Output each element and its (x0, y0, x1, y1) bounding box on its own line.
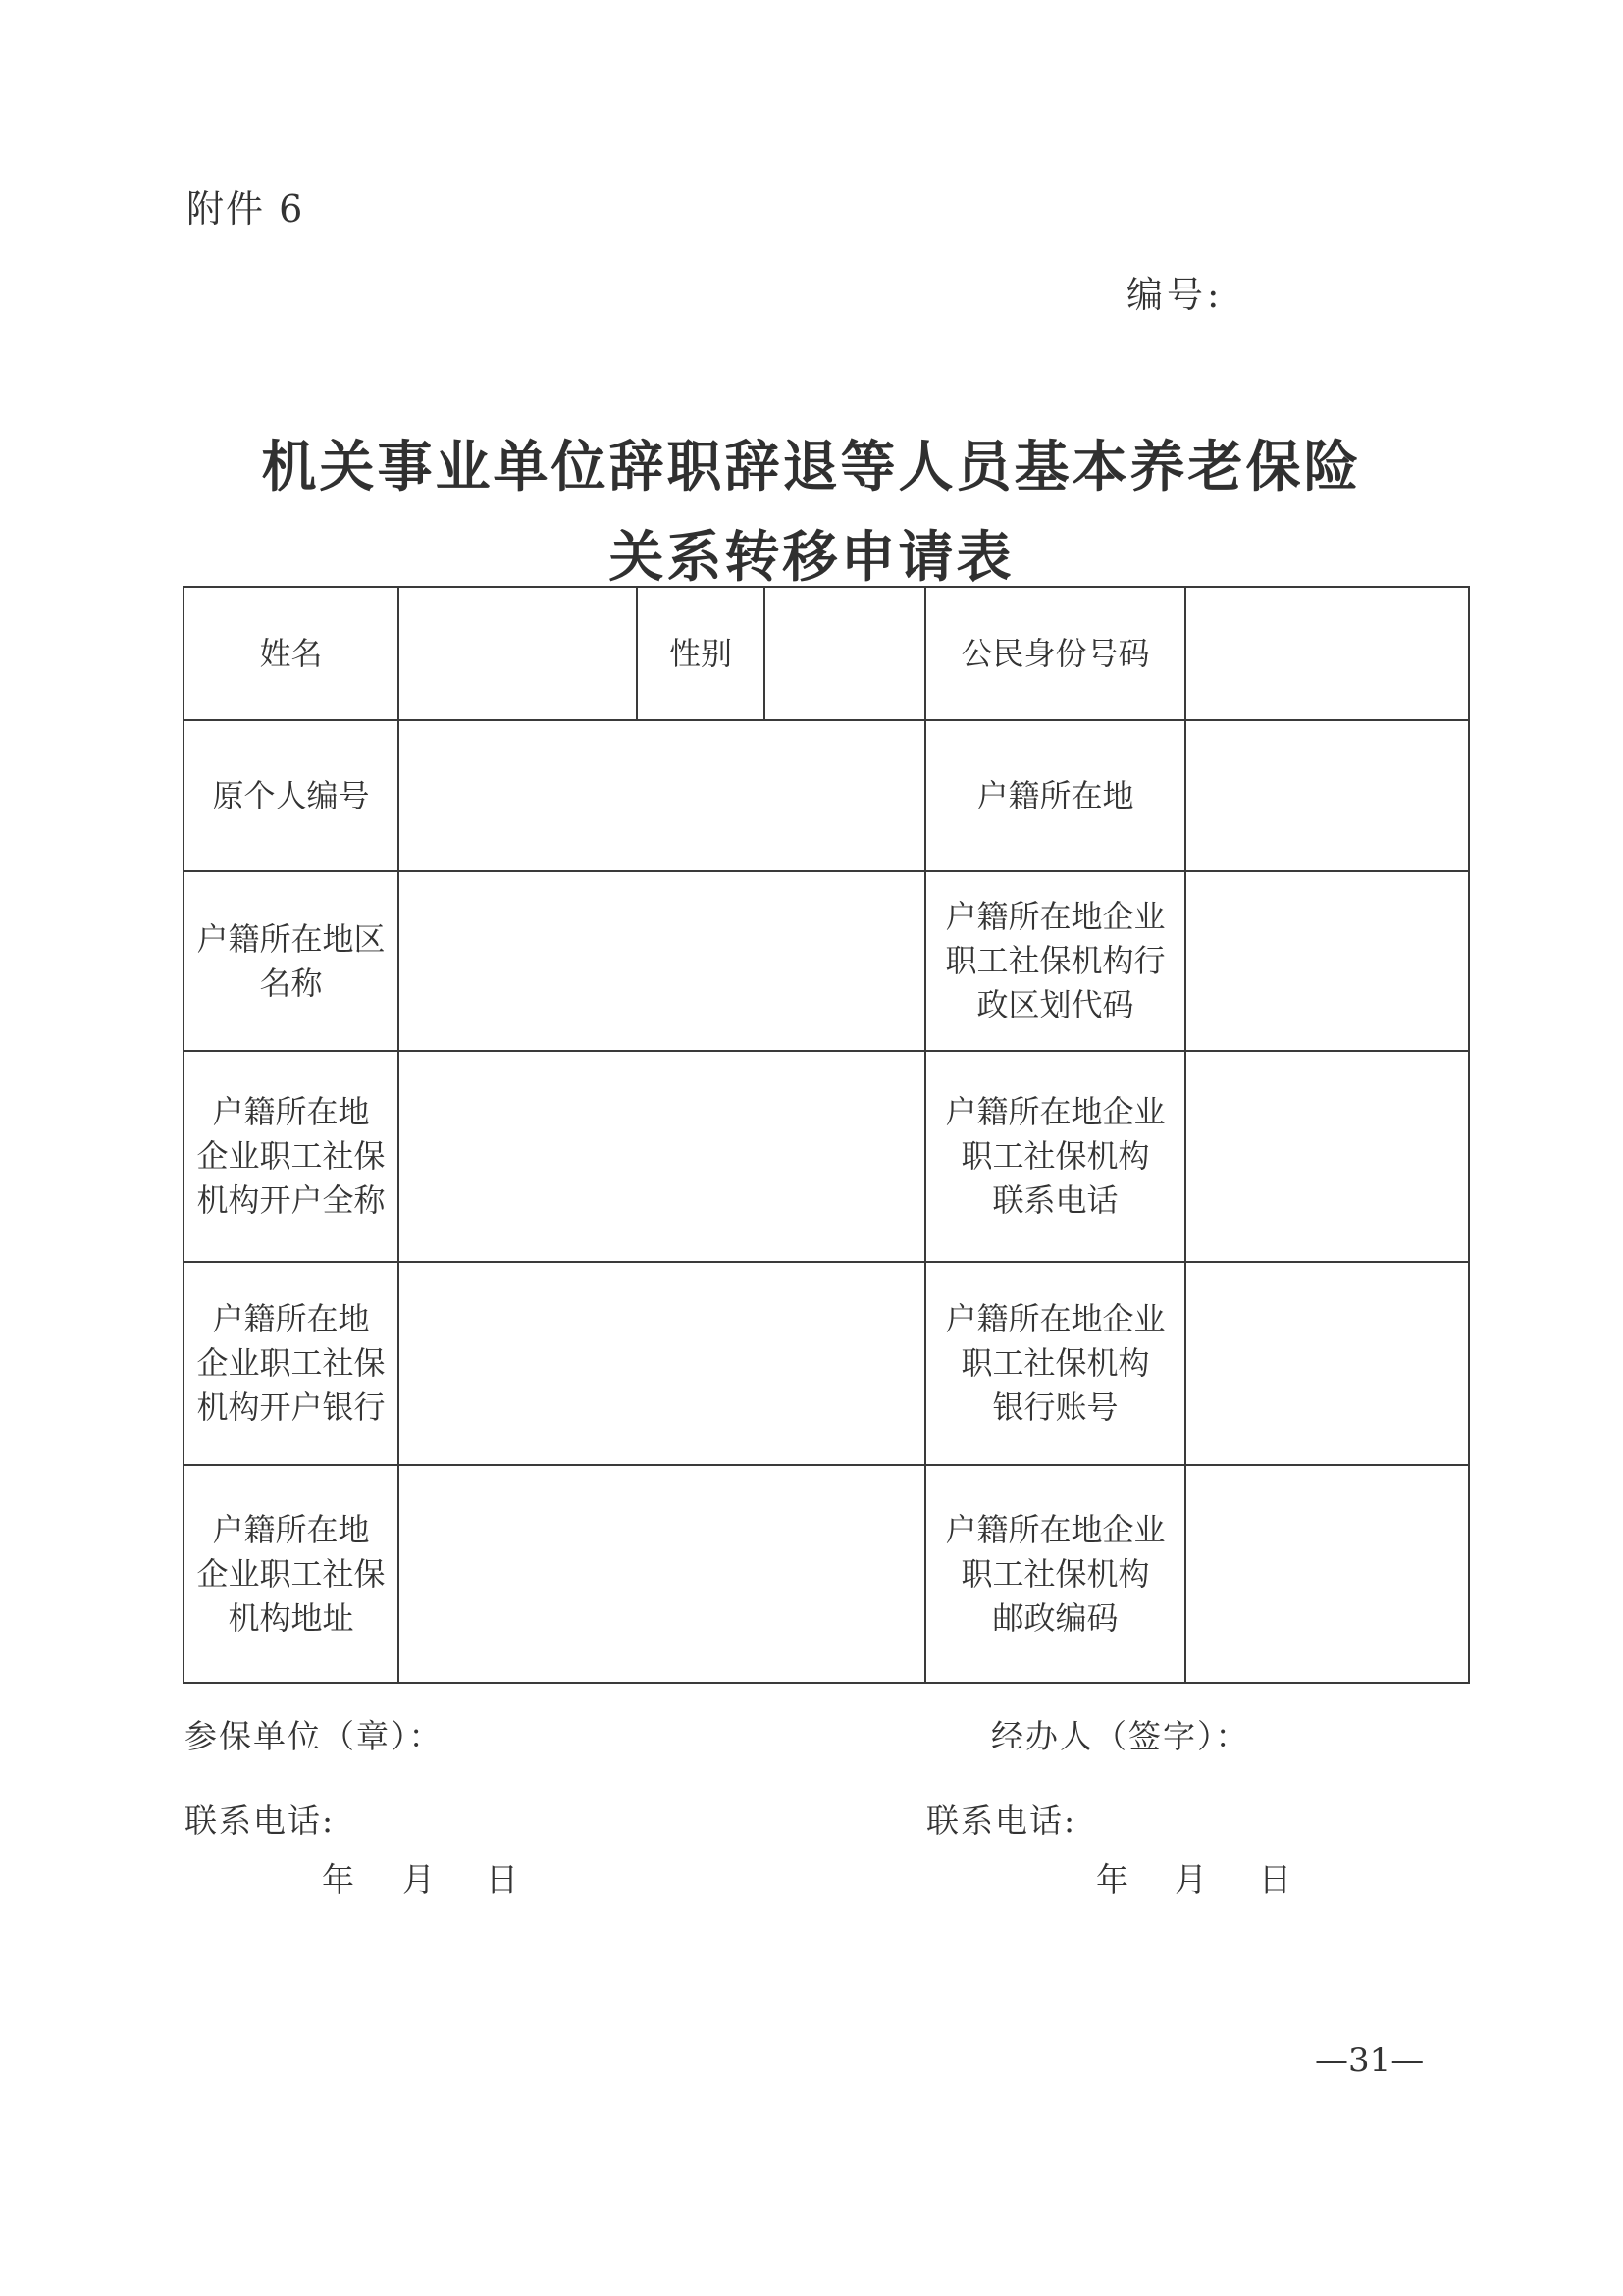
contact-phone-label-line-1: 户籍所在地企业 (945, 1093, 1166, 1130)
left-date-day: 日 (486, 1860, 518, 1899)
left-date-month: 月 (402, 1860, 435, 1899)
account-name-label-line-2: 企业职工社保 (196, 1137, 386, 1174)
bank-account-label-line-2: 职工社保机构 (961, 1344, 1150, 1382)
region-code-label-line-2: 职工社保机构行 (945, 942, 1166, 979)
id-number-label: 公民身份号码 (925, 587, 1185, 720)
postal-code-label-line-3: 邮政编码 (992, 1598, 1119, 1637)
original-personal-number-value-cell[interactable] (398, 720, 925, 871)
bank-label-line-2: 企业职工社保 (196, 1344, 386, 1382)
serial-number-label: 编号: (1126, 274, 1224, 316)
bank-account-value-cell[interactable] (1185, 1262, 1469, 1465)
form-title-line-1: 机关事业单位辞职辞退等人员基本养老保险 (261, 436, 1362, 499)
table-row (183, 1262, 1469, 1465)
address-label (183, 1465, 398, 1683)
name-value-cell[interactable] (398, 587, 637, 720)
region-name-label-line-1: 户籍所在地区 (196, 919, 386, 958)
handler-contact-phone-label: 联系电话: (926, 1801, 1077, 1840)
right-date-day: 日 (1259, 1860, 1291, 1899)
right-date-year: 年 (1096, 1860, 1128, 1899)
region-name-label-line-2: 名称 (259, 964, 323, 1002)
hukou-location-label: 户籍所在地 (925, 720, 1185, 871)
postal-code-label-line-1: 户籍所在地企业 (945, 1510, 1166, 1548)
postal-code-value-cell[interactable] (1185, 1465, 1469, 1683)
table-row (183, 1465, 1469, 1683)
bank-value-cell[interactable] (398, 1262, 925, 1465)
contact-phone-label-line-2: 职工社保机构 (961, 1137, 1150, 1174)
bank-label (183, 1262, 398, 1465)
page-number: —31— (1315, 2041, 1425, 2080)
table-row (183, 720, 1469, 871)
left-date-year: 年 (322, 1860, 354, 1899)
address-value-cell[interactable] (398, 1465, 925, 1683)
region-name-value-cell[interactable] (398, 871, 925, 1051)
bank-account-label-line-3: 银行账号 (992, 1388, 1119, 1426)
address-label-line-2: 企业职工社保 (196, 1554, 386, 1592)
name-label: 姓名 (183, 587, 398, 720)
address-label-line-1: 户籍所在地 (212, 1510, 370, 1548)
id-number-value-cell[interactable] (1185, 587, 1469, 720)
postal-code-label (925, 1465, 1185, 1683)
region-code-label (925, 871, 1185, 1051)
original-personal-number-label: 原个人编号 (183, 720, 398, 871)
gender-label: 性别 (637, 587, 764, 720)
attachment-label: 附件 6 (186, 187, 305, 231)
form-title-line-2: 关系转移申请表 (608, 526, 1015, 590)
insured-unit-seal-label: 参保单位（章）： (184, 1717, 444, 1755)
postal-code-label-line-2: 职工社保机构 (961, 1554, 1150, 1592)
region-code-label-line-1: 户籍所在地企业 (945, 898, 1166, 935)
bank-account-label-line-1: 户籍所在地企业 (945, 1300, 1166, 1337)
contact-phone-value-cell[interactable] (1185, 1051, 1469, 1262)
account-name-value-cell[interactable] (398, 1051, 925, 1262)
account-name-label-line-1: 户籍所在地 (212, 1093, 370, 1130)
region-code-value-cell[interactable] (1185, 871, 1469, 1051)
bank-label-line-1: 户籍所在地 (212, 1300, 370, 1337)
table-row (183, 871, 1469, 1051)
hukou-location-value-cell[interactable] (1185, 720, 1469, 871)
unit-contact-phone-label: 联系电话: (184, 1801, 336, 1840)
handler-signature-label: 经办人（签字）： (991, 1717, 1250, 1755)
bank-label-line-3: 机构开户银行 (196, 1388, 386, 1426)
account-name-label-line-3: 机构开户全称 (196, 1181, 386, 1219)
application-form-table (183, 586, 1470, 1684)
right-date-month: 月 (1175, 1860, 1207, 1899)
contact-phone-label (925, 1051, 1185, 1262)
account-name-label (183, 1051, 398, 1262)
table-row (183, 587, 1469, 720)
address-label-line-3: 机构地址 (228, 1598, 354, 1637)
table-row (183, 1051, 1469, 1262)
bank-account-label (925, 1262, 1185, 1465)
region-code-label-line-3: 政区划代码 (976, 986, 1134, 1023)
region-name-label (183, 871, 398, 1051)
gender-value-cell[interactable] (764, 587, 925, 720)
contact-phone-label-line-3: 联系电话 (992, 1181, 1119, 1219)
